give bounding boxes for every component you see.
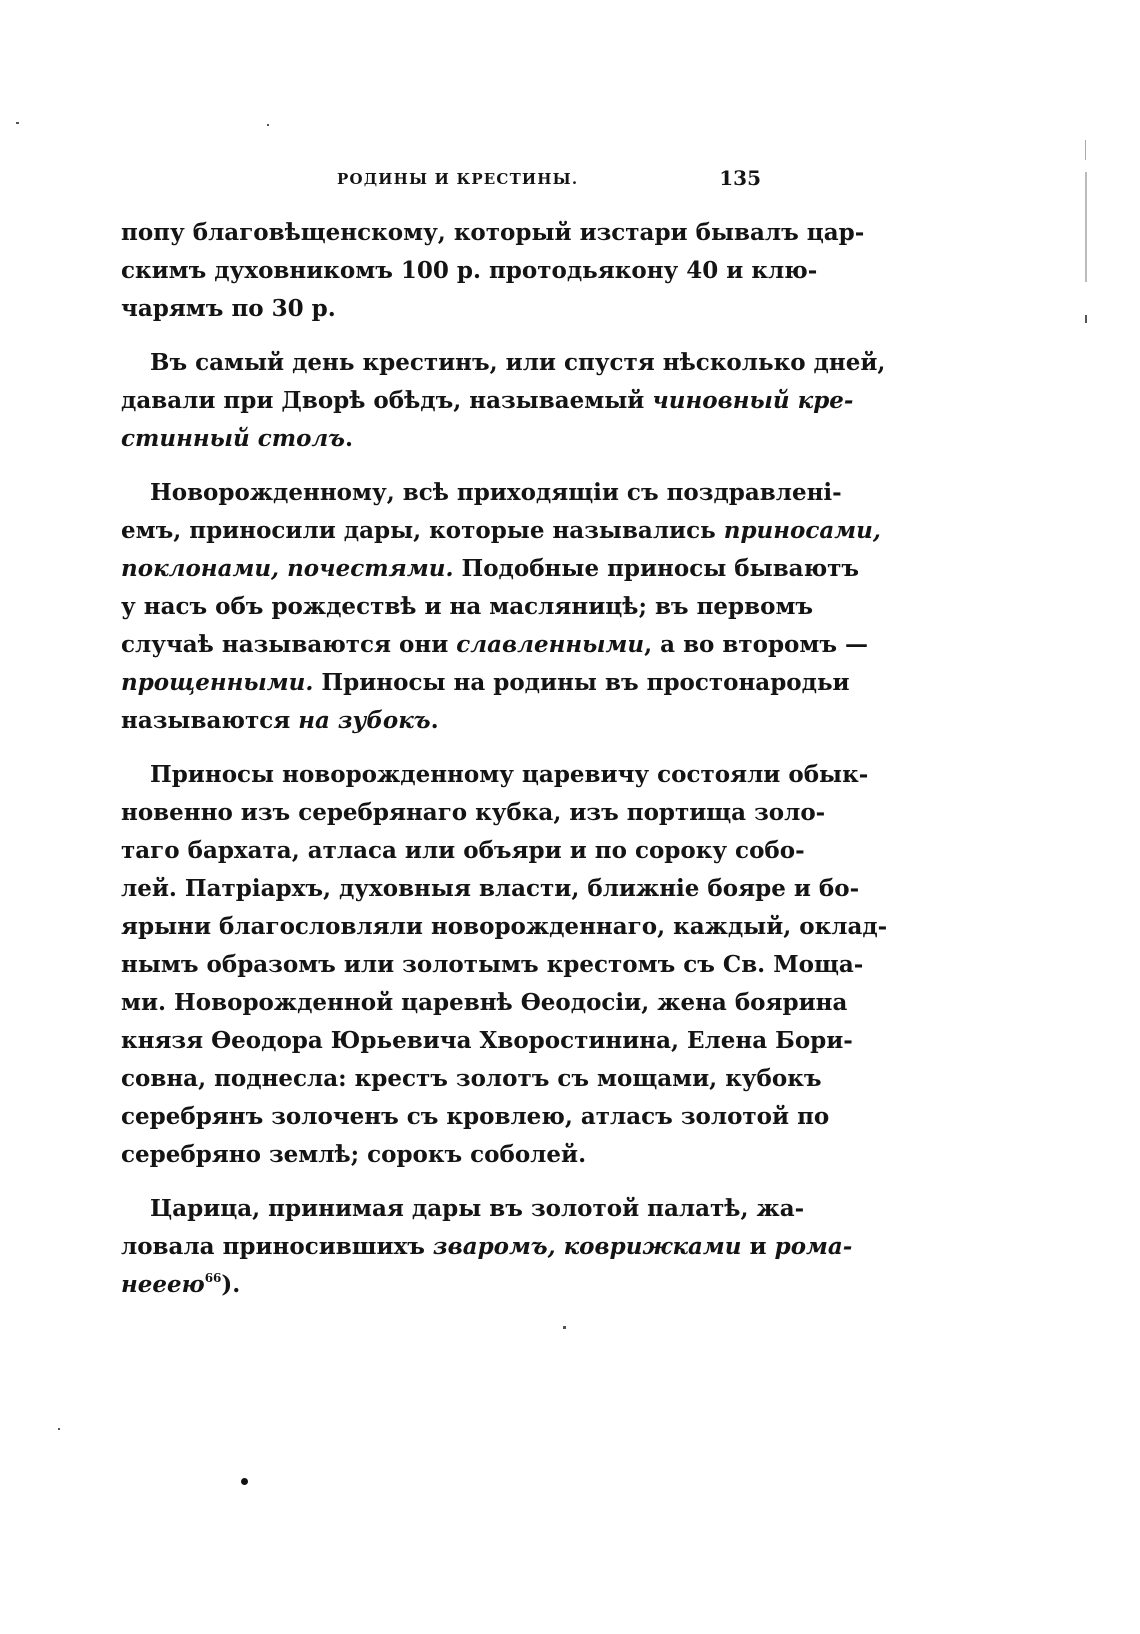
text-run: Царица, принимая дары въ золотой палатѣ, жа- [150,1195,805,1222]
text-line [121,512,881,550]
paragraph [121,344,886,458]
running-header [121,166,761,196]
paragraph-gap [121,458,761,474]
text-run: Приносы на родины въ простонародьи [313,669,850,696]
running-title: РОДИНЫ И КРЕСТИНЫ. [337,170,579,188]
paragraph [121,474,881,740]
text-run: скимъ духовникомъ 100 р. протодьякону 40 и клю- [121,257,818,284]
text-run: таго бархата, атласа или объяри и по сороку собо- [121,837,805,864]
text-run: у насъ объ рождествѣ и на масляницѣ; въ первомъ [121,593,814,620]
text-line [121,1190,805,1228]
italic-term: прощенными. [121,669,314,696]
text-line [121,626,869,664]
text-run: давали при Дворѣ обѣдъ, называемый [121,387,653,414]
text-run: Подобные приносы бываютъ [453,555,860,582]
text-line [121,664,850,702]
text-line [121,252,818,290]
text-run: чарямъ по 30 р. [121,295,336,322]
text-line [121,702,761,740]
text-line [121,344,886,382]
text-line [121,1098,830,1136]
scan-speck [267,124,269,126]
paragraph [121,756,888,1174]
scan-speck [16,122,19,124]
text-line [121,1136,761,1174]
scan-speck [1085,315,1087,323]
italic-term: зваромъ, коврижками [432,1233,742,1260]
ink-dot [241,1478,248,1485]
paragraph-gap [121,740,761,756]
italic-term: стинный столъ [121,425,345,452]
italic-term: рома- [774,1233,853,1260]
paragraph-gap [121,328,761,344]
paragraph [121,1190,853,1304]
italic-term: чиновный кре- [652,387,854,414]
text-run: . [430,707,439,734]
text-line [121,756,869,794]
text-line [121,984,848,1022]
text-line [121,794,826,832]
italic-term: на зубокъ [298,707,431,734]
text-line [121,908,888,946]
text-line [121,474,842,512]
text-run: случаѣ называются они [121,631,457,658]
scan-speck [58,1428,60,1430]
text-line [121,1266,761,1304]
text-line [121,1228,853,1266]
text-line [121,588,814,626]
italic-term: нееею [121,1271,205,1298]
text-run: серебряно землѣ; сорокъ соболей. [121,1141,587,1168]
text-run: новенно изъ серебрянаго кубка, изъ портища золо- [121,799,826,826]
paragraph-gap [121,1174,761,1190]
text-run: Приносы новорожденному царевичу состояли обык- [150,761,869,788]
italic-term: поклонами, почестями. [121,555,454,582]
text-line [121,214,865,252]
text-run: емъ, приносили дары, которые назывались [121,517,724,544]
text-run: совна, поднесла: крестъ золотъ съ мощами, кубокъ [121,1065,822,1092]
text-run: , а во второмъ — [644,631,869,658]
margin-line [1085,172,1087,282]
text-line [121,420,761,458]
text-run: ловала приносившихъ [121,1233,433,1260]
text-run: нымъ образомъ или золотымъ крестомъ съ Св. Моща- [121,951,864,978]
text-line [121,550,860,588]
text-line [121,1060,822,1098]
text-run: ярыни благословляли новорожденнаго, каждый, оклад- [121,913,888,940]
italic-term: приносами, [723,517,881,544]
text-run: Новорожденному, всѣ приходящіи съ поздравленi- [150,479,842,506]
text-run: князя Ѳеодора Юрьевича Хворостинина, Елена Бори- [121,1027,853,1054]
paragraph [121,214,865,328]
text-run: Въ самый день крестинъ, или спустя нѣсколько дней, [150,349,886,376]
text-run: ми. Новорожденной царевнѣ Ѳеодосіи, жена боярина [121,989,848,1016]
text-line [121,290,761,328]
text-run: серебрянъ золоченъ съ кровлею, атласъ золотой по [121,1103,830,1130]
italic-term: славленными [456,631,645,658]
footnote-ref: 66 [204,1271,222,1285]
text-line [121,832,805,870]
text-run: . [344,425,353,452]
text-line [121,946,864,984]
text-run: лей. Патріархъ, духовныя власти, ближнiе бояре и бо- [121,875,860,902]
text-run: и [741,1233,775,1260]
text-line [121,870,860,908]
text-run: называются [121,707,299,734]
page-number: 135 [719,166,761,190]
text-run: ). [221,1271,241,1298]
body-text [121,214,888,1304]
scan-speck [563,1326,566,1329]
text-run: попу благовѣщенскому, который изстари бывалъ цар- [121,219,865,246]
text-line [121,382,854,420]
margin-line [1085,140,1086,160]
text-line [121,1022,853,1060]
